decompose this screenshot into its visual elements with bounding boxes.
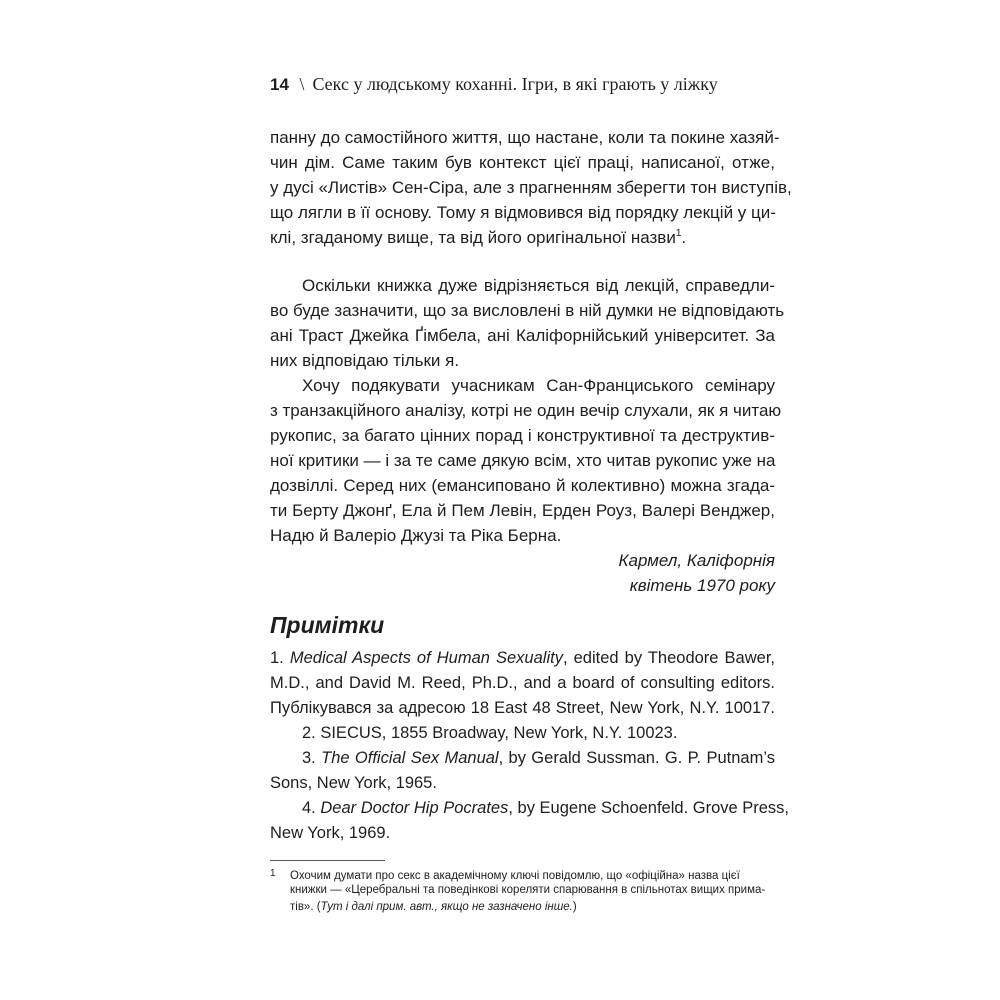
body-line: ти Берту Джонґ, Ела й Пем Левін, Ерден Роуз, Валері Венджер, <box>270 501 775 520</box>
body-line: панну до самостійного життя, що настане, коли та покине хазяй- <box>270 128 780 147</box>
running-title: Секс у людському коханні. Ігри, в які грають у ліжку <box>312 74 718 94</box>
note-number: 1. <box>270 649 290 667</box>
note-4 <box>302 797 790 819</box>
note-3 <box>302 747 775 769</box>
note-2: 2. SIECUS, 1855 Broadway, New York, N.Y. 10023. <box>302 724 678 742</box>
body-line: ної критики — і за те саме дякую всім, хто читав рукопис уже на <box>270 451 776 470</box>
body-line: з транзакційного аналізу, котрі не один вечір слухали, як я читаю <box>270 401 782 420</box>
note-text: , edited by Theodore Bawer, <box>562 649 775 667</box>
note-line: M.D., and David M. Reed, Ph.D., and a board of consulting editors. <box>270 674 775 692</box>
footnote-text: ) <box>572 901 577 913</box>
footnote-reference[interactable]: 1 <box>675 228 682 239</box>
signature-date: квітень 1970 року <box>629 576 775 595</box>
body-line: у дусі «Листів» Сен-Сіра, але з прагненням зберегти тон виступів, <box>270 178 792 197</box>
body-line: во буде зазначити, що за висловлені в ній думки не відповідають <box>270 301 785 320</box>
note-1 <box>270 647 775 669</box>
body-line: Надю й Валеріо Джузі та Ріка Берна. <box>270 526 562 545</box>
footnote-text: тів». ( <box>290 901 321 913</box>
note-number: 4. <box>302 799 321 817</box>
footnote-text: Охочим думати про секс в академічному ключі повідомлю, що «офіційна» назва цієї <box>290 870 740 882</box>
body-line: рукопис, за багато цінних порад і конструктивної та деструктив- <box>270 426 775 445</box>
note-text: , by Gerald Sussman. G. P. Putnam’s <box>498 749 775 767</box>
signature-place: Кармел, Каліфорнія <box>618 551 775 570</box>
note-line: Sons, New York, 1965. <box>270 774 437 792</box>
notes-heading: Примітки <box>270 612 385 638</box>
note-title: The Official Sex Manual <box>321 749 499 767</box>
body-line: Хочу подякувати учасникам Сан-Франциського семінару <box>302 376 775 395</box>
footnote-line <box>290 899 775 916</box>
book-page <box>270 0 792 1000</box>
note-line: Публікувався за адресою 18 East 48 Street, New York, N.Y. 10017. <box>270 699 775 717</box>
page-number: 14 <box>270 75 289 94</box>
body-line-end: . <box>681 228 687 247</box>
footnote-line: книжки — «Церебральні та поведінкові кореляти спарювання в спільнотах вищих прима- <box>290 884 766 896</box>
body-line <box>270 227 775 249</box>
body-line: них відповідаю тільки я. <box>270 351 460 370</box>
note-number: 3. <box>302 749 322 767</box>
footnote-italic: Тут і далі прим. авт., якщо не зазначено інше. <box>320 901 573 913</box>
body-line: Оскільки книжка дуже відрізняється від лекцій, справедли- <box>302 276 775 295</box>
footnote-rule <box>270 860 385 861</box>
note-line: New York, 1969. <box>270 824 391 842</box>
body-line: що лягли в її основу. Тому я відмовився від порядку лекцій у ци- <box>270 203 776 222</box>
note-text: , by Eugene Schoenfeld. Grove Press, <box>508 799 790 817</box>
body-line: дозвіллі. Серед них (емансиповано й колективно) можна згада- <box>270 476 775 495</box>
footnote-mark: 1 <box>270 868 276 879</box>
running-head <box>270 74 775 95</box>
body-line: ані Траст Джейка Ґімбела, ані Каліфорнійський університет. За <box>270 326 775 345</box>
note-title: Medical Aspects of Human Sexuality <box>289 649 563 667</box>
body-line-text: клі, згаданому вище, та від його оригінальної назви <box>270 228 676 247</box>
header-separator: \ <box>299 74 305 94</box>
body-line: чин дім. Саме таким був контекст цієї праці, написаної, отже, <box>270 153 775 172</box>
note-title: Dear Doctor Hip Pocrates <box>320 799 509 817</box>
